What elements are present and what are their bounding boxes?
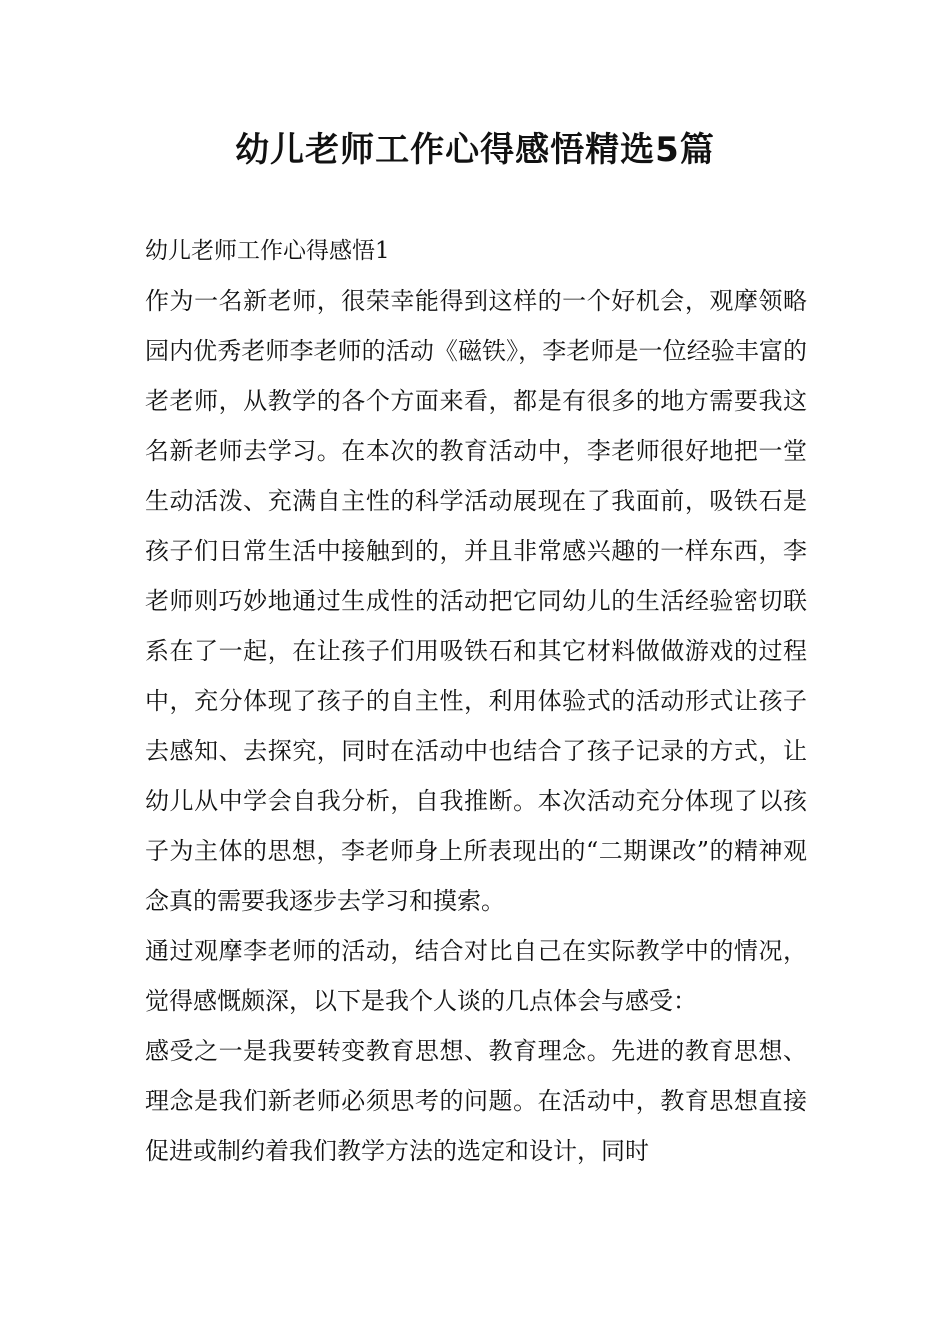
paragraph-1: 作为一名新老师，很荣幸能得到这样的一个好机会，观摩领略园内优秀老师李老师的活动《磁铁》，李老师是一位经验丰富的老老师，从教学的各个方面来看，都是有很多的地方需要我这名新老师去学习。在本次的教育活动中，李老师很好地把一堂生动活泼、充满自主性的科学活动展现在了我面前，吸铁石是孩子们日常生活中接触到的，并且非常感兴趣的一样东西，李老师则巧妙地通过生成性的活动把它同幼儿的生活经验密切联系在了一起，在让孩子们用吸铁石和其它材料做做游戏的过程中，充分体现了孩子的自主性，利用体验式的活动形式让孩子去感知、去探究，同时在活动中也结合了孩子记录的方式，让幼儿从中学会自我分析，自我推断。本次活动充分体现了以孩子为主体的思想，李老师身上所表现出的“二期课改”的精神观念真的需要我逐步去学习和摸索。 [145,287,807,915]
paragraph-2: 通过观摩李老师的活动，结合对比自己在实际教学中的情况，觉得感慨颇深，以下是我个人谈的几点体会与感受： [145,937,807,1015]
paragraph-3: 感受之一是我要转变教育思想、教育理念。先进的教育思想、理念是我们新老师必须思考的问题。在活动中，教育思想直接促进或制约着我们教学方法的选定和设计，同时 [145,1037,807,1165]
document-body [145,226,807,1176]
document-title: 幼儿老师工作心得感悟精选5篇 [235,130,715,170]
section-heading: 幼儿老师工作心得感悟1 [145,238,390,264]
